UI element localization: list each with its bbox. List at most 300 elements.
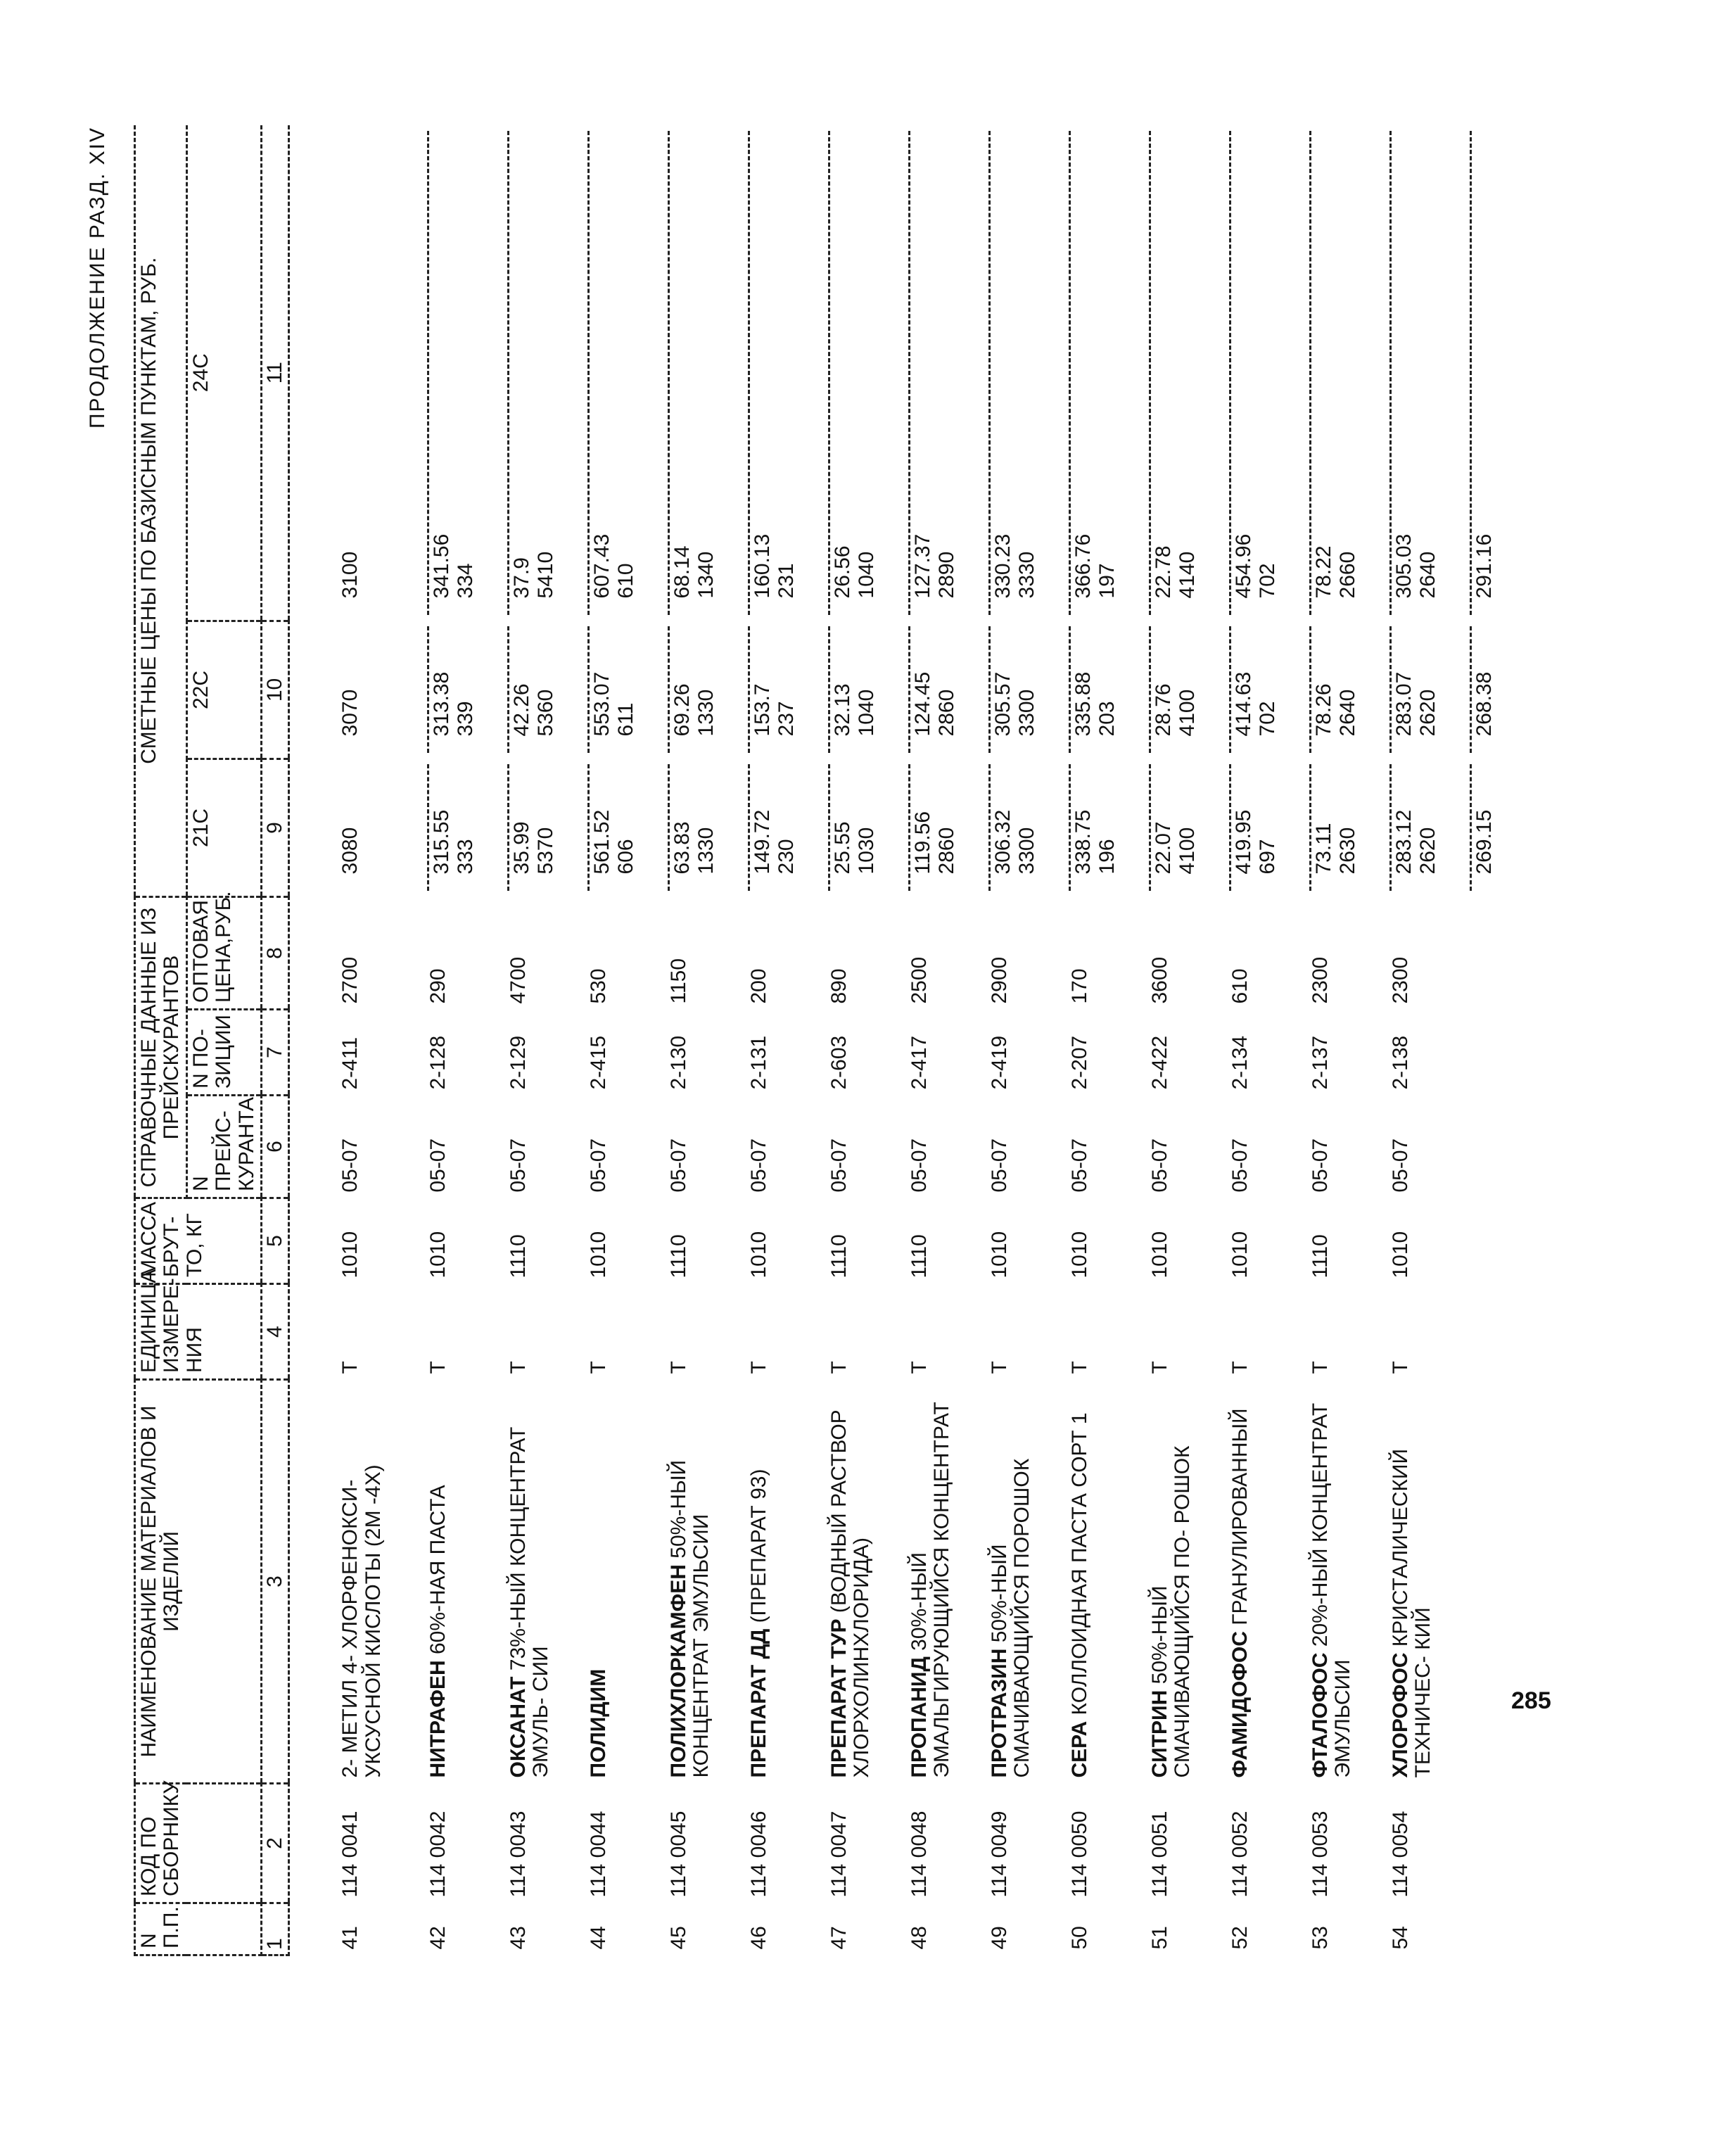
price-p21-cell xyxy=(821,759,901,896)
material-description: (ВОДНЫЙ РАСТВОР ХЛОРХОЛИНХЛОРИДА) xyxy=(827,1409,874,1778)
row-number: 48 xyxy=(907,1926,931,1950)
price-value-top: 37.9 xyxy=(507,131,533,615)
pricelist-cell: 05-07 xyxy=(987,1138,1011,1193)
row-number: 46 xyxy=(746,1926,770,1950)
price-value-top: 68.14 xyxy=(668,131,694,615)
row-code: 114 0042 xyxy=(426,1811,450,1898)
column-number: 3 xyxy=(261,1380,288,1784)
price-value-bottom: 4100 xyxy=(1176,827,1200,875)
pricelist-cell: 05-07 xyxy=(666,1138,690,1193)
price-value-top: 335.88 xyxy=(1069,626,1095,753)
page-number: 285 xyxy=(1511,1687,1551,1714)
row-number: 50 xyxy=(1067,1926,1091,1950)
price-value-top: 553.07 xyxy=(587,626,613,753)
column-number: 2 xyxy=(261,1784,288,1903)
row-number: 44 xyxy=(586,1926,610,1950)
price-value-bottom: 196 xyxy=(1095,839,1119,875)
price-p22-cell xyxy=(1142,621,1222,759)
unit-cell: Т xyxy=(338,1361,362,1374)
price-value-bottom: 702 xyxy=(1256,701,1280,737)
pricelist-cell: 05-07 xyxy=(426,1138,450,1193)
table-row xyxy=(1382,125,1463,1955)
column-number: 9 xyxy=(261,759,288,896)
price-p22-cell xyxy=(981,621,1062,759)
header-ref-group: СПРАВОЧНЫЕ ДАННЫЕ ИЗ ПРЕЙСКУРАНТОВ xyxy=(135,896,187,1198)
section-header: ПРОДОЛЖЕНИЕ РАЗД. XIV xyxy=(86,127,109,429)
price-value-top: 25.55 xyxy=(828,764,854,891)
price-p22-cell xyxy=(289,621,420,759)
material-trade-name: ХЛОРОФОС xyxy=(1388,1652,1412,1778)
row-number: 49 xyxy=(987,1926,1011,1950)
wholesale-cell: 2500 xyxy=(907,956,931,1004)
mass-cell: 1010 xyxy=(338,1231,362,1279)
price-value-top: 3100 xyxy=(338,551,362,599)
wholesale-cell: 2300 xyxy=(1308,956,1332,1004)
price-value-top: 366.76 xyxy=(1069,131,1095,615)
table-row xyxy=(580,125,661,1955)
position-cell: 2-129 xyxy=(506,1035,530,1090)
table-body xyxy=(289,125,1543,1955)
pricelist-cell: 05-07 xyxy=(1147,1138,1171,1193)
pricelist-cell: 05-07 xyxy=(506,1138,530,1193)
pricelist-cell: 05-07 xyxy=(1388,1138,1412,1193)
price-value-top: 69.26 xyxy=(668,626,694,753)
empty-cell xyxy=(1463,1784,1543,1903)
material-description: 50%-НЫЙ СМАЧИВАЮЩИЙСЯ ПО- РОШОК xyxy=(1147,1445,1195,1778)
table-row xyxy=(1062,125,1142,1955)
price-p24-cell xyxy=(661,125,741,621)
material-name xyxy=(1142,1380,1222,1784)
material-trade-name: СЕРА xyxy=(1067,1720,1091,1778)
position-cell: 2-130 xyxy=(666,1035,690,1090)
price-p22-cell xyxy=(1382,621,1463,759)
row-number: 51 xyxy=(1147,1926,1171,1950)
price-value-top: 127.37 xyxy=(908,131,934,615)
wholesale-cell: 3600 xyxy=(1147,956,1171,1004)
price-p21-cell xyxy=(901,759,981,896)
material-description: 50%-НЫЙ КОНЦЕНТРАТ ЭМУЛЬСИИ xyxy=(666,1459,713,1778)
materials-table xyxy=(134,125,1543,1956)
price-value-top: 283.07 xyxy=(1389,626,1416,753)
row-code: 114 0043 xyxy=(506,1811,530,1898)
row-number: 54 xyxy=(1388,1926,1412,1950)
price-value-top: 305.57 xyxy=(988,626,1014,753)
position-cell: 2-419 xyxy=(987,1035,1011,1090)
unit-cell: Т xyxy=(827,1361,851,1374)
price-value-top: 607.43 xyxy=(587,131,613,615)
wholesale-cell: 610 xyxy=(1228,968,1252,1004)
price-value-bottom: 231 xyxy=(775,563,799,599)
column-number: 1 xyxy=(261,1903,288,1955)
column-number: 4 xyxy=(261,1284,288,1380)
price-p22-cell xyxy=(901,621,981,759)
price-p24-cell xyxy=(1142,125,1222,621)
price-p24-cell xyxy=(821,125,901,621)
material-description: 60%-НАЯ ПАСТА xyxy=(426,1485,450,1661)
price-p22-cell xyxy=(1302,621,1382,759)
price-value-bottom xyxy=(362,626,364,753)
price-p24-cell xyxy=(420,125,500,621)
table-row xyxy=(420,125,500,1955)
price-value-bottom: 697 xyxy=(1256,839,1280,875)
price-value-bottom xyxy=(362,131,364,615)
trailing-p24-cell xyxy=(1463,125,1543,621)
trailing-price-value: 268.38 xyxy=(1470,626,1496,753)
material-trade-name: ПРОПАНИД xyxy=(907,1656,931,1778)
position-cell: 2-134 xyxy=(1228,1035,1252,1090)
row-number: 41 xyxy=(338,1926,362,1950)
material-trade-name: ПРЕПАРАТ ДД xyxy=(746,1628,770,1778)
empty-cell xyxy=(1463,1380,1543,1784)
header-n: N П.П. xyxy=(135,1903,262,1955)
price-p24-cell xyxy=(1382,125,1463,621)
price-value-bottom: 1030 xyxy=(855,827,879,875)
header-position: N ПО- ЗИЦИИ xyxy=(186,1010,261,1096)
empty-cell xyxy=(1463,1198,1543,1284)
price-p22-cell xyxy=(420,621,500,759)
empty-cell xyxy=(1463,896,1543,1009)
unit-cell: Т xyxy=(1067,1361,1091,1374)
price-value-bottom: 5410 xyxy=(534,551,558,599)
price-value-bottom: 203 xyxy=(1095,701,1119,737)
material-description: (ПРЕПАРАТ 93) xyxy=(746,1469,770,1629)
column-number: 5 xyxy=(261,1198,288,1284)
price-value-top: 63.83 xyxy=(668,764,694,891)
price-value-top: 561.52 xyxy=(587,764,613,891)
row-number: 52 xyxy=(1228,1926,1252,1950)
row-code: 114 0044 xyxy=(586,1811,610,1898)
price-value-top: 32.13 xyxy=(828,626,854,753)
mass-cell: 1110 xyxy=(666,1234,690,1279)
price-value-bottom: 4100 xyxy=(1176,689,1200,737)
wholesale-cell: 1150 xyxy=(666,958,690,1004)
trailing-row xyxy=(1463,125,1543,1955)
wholesale-cell: 2700 xyxy=(338,956,362,1004)
unit-cell: Т xyxy=(907,1361,931,1374)
price-value-bottom: 5370 xyxy=(534,827,558,875)
position-cell: 2-603 xyxy=(827,1035,851,1090)
price-value-bottom: 1040 xyxy=(855,689,879,737)
material-name xyxy=(1222,1380,1302,1784)
price-p22-cell xyxy=(1062,621,1142,759)
header-name: НАИМЕНОВАНИЕ МАТЕРИАЛОВ И ИЗДЕЛИЙ xyxy=(135,1380,262,1784)
material-description: 20%-НЫЙ КОНЦЕНТРАТ ЭМУЛЬСИИ xyxy=(1308,1402,1355,1778)
price-value-bottom: 1330 xyxy=(694,689,718,737)
wholesale-cell: 2900 xyxy=(987,956,1011,1004)
price-value-top: 454.96 xyxy=(1229,131,1255,615)
unit-cell: Т xyxy=(987,1361,1011,1374)
price-value-top: 341.56 xyxy=(427,131,453,615)
price-value-bottom: 5360 xyxy=(534,689,558,737)
position-cell: 2-128 xyxy=(426,1035,450,1090)
table-row xyxy=(901,125,981,1955)
material-name xyxy=(1382,1380,1463,1784)
price-value-bottom: 197 xyxy=(1095,563,1119,599)
price-p21-cell xyxy=(741,759,821,896)
header-prices-group: СМЕТНЫЕ ЦЕНЫ ПО БАЗИСНЫМ ПУНКТАМ, РУБ. xyxy=(135,125,187,896)
mass-cell: 1010 xyxy=(1067,1231,1091,1279)
price-p24-cell xyxy=(741,125,821,621)
price-value-top: 313.38 xyxy=(427,626,453,753)
price-p24-cell xyxy=(1222,125,1302,621)
price-value-bottom: 606 xyxy=(614,839,638,875)
header-pricelist: N ПРЕЙС- КУРАНТА xyxy=(186,1096,261,1198)
row-number: 45 xyxy=(666,1926,690,1950)
position-cell: 2-137 xyxy=(1308,1035,1332,1090)
table-row xyxy=(1222,125,1302,1955)
price-value-top: 78.26 xyxy=(1309,626,1335,753)
price-p22-cell xyxy=(821,621,901,759)
price-value-bottom: 610 xyxy=(614,563,638,599)
unit-cell: Т xyxy=(506,1361,530,1374)
material-name xyxy=(1302,1380,1382,1784)
price-p21-cell xyxy=(289,759,420,896)
price-p24-cell xyxy=(580,125,661,621)
pricelist-cell: 05-07 xyxy=(1308,1138,1332,1193)
price-value-bottom: 339 xyxy=(454,701,478,737)
pricelist-cell: 05-07 xyxy=(586,1138,610,1193)
price-p21-cell xyxy=(580,759,661,896)
price-p24-cell xyxy=(981,125,1062,621)
price-p22-cell xyxy=(500,621,580,759)
price-value-top: 283.12 xyxy=(1389,764,1416,891)
empty-cell xyxy=(1463,1096,1543,1198)
material-description: 2- МЕТИЛ 4- ХЛОРФЕНОКСИ-УКСУСНОЙ КИСЛОТЫ (2М -4Х) xyxy=(338,1464,385,1778)
material-name xyxy=(821,1380,901,1784)
column-number: 11 xyxy=(261,125,288,621)
price-value-top: 419.95 xyxy=(1229,764,1255,891)
price-value-bottom: 4140 xyxy=(1176,551,1200,599)
price-value-top: 42.26 xyxy=(507,626,533,753)
empty-cell xyxy=(1463,1010,1543,1096)
table-row xyxy=(661,125,741,1955)
mass-cell: 1110 xyxy=(907,1234,931,1279)
price-value-top: 305.03 xyxy=(1389,131,1416,615)
price-value-top: 124.45 xyxy=(908,626,934,753)
price-value-top: 306.32 xyxy=(988,764,1014,891)
price-p22-cell xyxy=(661,621,741,759)
price-value-bottom: 2640 xyxy=(1336,689,1360,737)
material-name xyxy=(420,1380,500,1784)
price-value-bottom: 2620 xyxy=(1416,827,1440,875)
header-unit: ЕДИНИЦА ИЗМЕРЕ- НИЯ xyxy=(135,1284,262,1380)
price-value-bottom: 2630 xyxy=(1336,827,1360,875)
material-name xyxy=(661,1380,741,1784)
price-value-bottom: 611 xyxy=(614,702,638,737)
position-cell: 2-417 xyxy=(907,1035,931,1090)
position-cell: 2-131 xyxy=(746,1035,770,1090)
unit-cell: Т xyxy=(746,1361,770,1374)
empty-cell xyxy=(1463,1284,1543,1380)
price-value-bottom: 1340 xyxy=(694,551,718,599)
material-trade-name: ПРОТРАЗИН xyxy=(987,1648,1011,1778)
material-trade-name: ПРЕПАРАТ ТУР xyxy=(827,1618,851,1778)
price-value-bottom: 2860 xyxy=(935,827,959,875)
header-row-top xyxy=(135,125,187,1955)
price-p22-cell xyxy=(741,621,821,759)
price-p22-cell xyxy=(580,621,661,759)
material-name xyxy=(580,1380,661,1784)
unit-cell: Т xyxy=(1388,1361,1412,1374)
unit-cell: Т xyxy=(426,1361,450,1374)
price-p21-cell xyxy=(1302,759,1382,896)
rotated-page xyxy=(86,127,1711,1956)
wholesale-cell: 200 xyxy=(746,968,770,1004)
unit-cell: Т xyxy=(1228,1361,1252,1374)
pricelist-cell: 05-07 xyxy=(1067,1138,1091,1193)
header-mass: МАССА БРУТ- ТО, КГ xyxy=(135,1198,262,1284)
material-name xyxy=(741,1380,821,1784)
row-code: 114 0045 xyxy=(666,1811,690,1898)
column-number: 6 xyxy=(261,1096,288,1198)
material-description: 30%-НЫЙ ЭМАЛЬГИРУЮЩИЙСЯ КОНЦЕНТРАТ xyxy=(907,1402,954,1778)
price-value-top: 22.07 xyxy=(1149,764,1175,891)
position-cell: 2-415 xyxy=(586,1035,610,1090)
price-value-bottom: 333 xyxy=(454,839,478,875)
pricelist-cell: 05-07 xyxy=(907,1138,931,1193)
material-name xyxy=(289,1380,420,1784)
header-22c: 22С xyxy=(186,621,261,759)
column-number: 10 xyxy=(261,621,288,759)
price-value-top: 26.56 xyxy=(828,131,854,615)
price-value-top: 330.23 xyxy=(988,131,1014,615)
wholesale-cell: 890 xyxy=(827,968,851,1004)
price-value-top: 22.78 xyxy=(1149,131,1175,615)
mass-cell: 1110 xyxy=(506,1234,530,1279)
price-value-top: 35.99 xyxy=(507,764,533,891)
material-description: ГРАНУЛИРОВАННЫЙ xyxy=(1228,1408,1252,1632)
row-number: 43 xyxy=(506,1926,530,1950)
table-row xyxy=(741,125,821,1955)
price-value-bottom: 334 xyxy=(454,563,478,599)
price-value-top: 119.56 xyxy=(908,764,934,891)
price-value-bottom xyxy=(362,764,364,891)
price-value-bottom: 2890 xyxy=(935,551,959,599)
price-value-top: 3080 xyxy=(338,827,362,875)
price-value-bottom: 2660 xyxy=(1336,551,1360,599)
price-value-bottom: 3300 xyxy=(1015,689,1039,737)
material-name xyxy=(500,1380,580,1784)
price-p24-cell xyxy=(500,125,580,621)
mass-cell: 1010 xyxy=(1388,1231,1412,1279)
pricelist-cell: 05-07 xyxy=(338,1138,362,1193)
material-trade-name: ОКСАНАТ xyxy=(506,1676,530,1778)
row-code: 114 0050 xyxy=(1067,1811,1091,1898)
price-value-bottom: 3330 xyxy=(1015,551,1039,599)
header-code: КОД ПО СБОРНИКУ xyxy=(135,1784,262,1903)
price-value-top: 153.7 xyxy=(748,626,774,753)
row-code: 114 0054 xyxy=(1388,1811,1412,1898)
unit-cell: Т xyxy=(1147,1361,1171,1374)
position-cell: 2-138 xyxy=(1388,1035,1412,1090)
empty-cell xyxy=(1463,1903,1543,1955)
price-value-top: 414.63 xyxy=(1229,626,1255,753)
mass-cell: 1110 xyxy=(1308,1234,1332,1279)
position-cell: 2-207 xyxy=(1067,1035,1091,1090)
price-value-bottom: 2860 xyxy=(935,689,959,737)
material-description: КОЛЛОИДНАЯ ПАСТА СОРТ 1 xyxy=(1067,1412,1091,1721)
column-number: 8 xyxy=(261,896,288,1009)
material-trade-name: ПОЛИДИМ xyxy=(586,1668,610,1778)
price-p21-cell xyxy=(1222,759,1302,896)
unit-cell: Т xyxy=(1308,1361,1332,1374)
table-row xyxy=(289,125,420,1955)
price-value-top: 3070 xyxy=(338,689,362,737)
table-row xyxy=(821,125,901,1955)
mass-cell: 1010 xyxy=(1228,1231,1252,1279)
mass-cell: 1010 xyxy=(586,1231,610,1279)
price-p21-cell xyxy=(1382,759,1463,896)
material-name xyxy=(1062,1380,1142,1784)
price-p22-cell xyxy=(1222,621,1302,759)
price-p21-cell xyxy=(500,759,580,896)
material-name xyxy=(981,1380,1062,1784)
unit-cell: Т xyxy=(666,1361,690,1374)
trailing-p21-cell xyxy=(1463,759,1543,896)
trailing-price-value: 269.15 xyxy=(1470,764,1496,891)
row-code: 114 0047 xyxy=(827,1811,851,1898)
header-21c: 21С xyxy=(186,759,261,896)
price-value-bottom: 2640 xyxy=(1416,551,1440,599)
pricelist-cell: 05-07 xyxy=(827,1138,851,1193)
price-p21-cell xyxy=(981,759,1062,896)
price-value-top: 149.72 xyxy=(748,764,774,891)
table-row xyxy=(500,125,580,1955)
trailing-price-value: 291.16 xyxy=(1470,131,1496,615)
price-value-bottom: 1330 xyxy=(694,827,718,875)
price-value-top: 73.11 xyxy=(1309,764,1335,891)
material-trade-name: ФАМИДОФОС xyxy=(1228,1631,1252,1778)
row-number: 47 xyxy=(827,1926,851,1950)
wholesale-cell: 2300 xyxy=(1388,956,1412,1004)
price-p21-cell xyxy=(1142,759,1222,896)
table-row xyxy=(1302,125,1382,1955)
mass-cell: 1110 xyxy=(827,1234,851,1279)
position-cell: 2-422 xyxy=(1147,1035,1171,1090)
material-description: 50%-НЫЙ СМАЧИВАЮЩИЙСЯ ПОРОШОК xyxy=(987,1458,1034,1778)
column-number: 7 xyxy=(261,1010,288,1096)
price-p21-cell xyxy=(420,759,500,896)
price-value-top: 78.22 xyxy=(1309,131,1335,615)
price-value-top: 28.76 xyxy=(1149,626,1175,753)
row-code: 114 0049 xyxy=(987,1811,1011,1898)
material-description: КРИСТАЛИЧЕСКИЙ ТЕХНИЧЕС- КИЙ xyxy=(1388,1448,1435,1778)
price-value-bottom: 230 xyxy=(775,839,799,875)
material-trade-name: ФТАЛОФОС xyxy=(1308,1652,1332,1778)
material-trade-name: НИТРАФЕН xyxy=(426,1660,450,1778)
price-p24-cell xyxy=(289,125,420,621)
price-value-top: 338.75 xyxy=(1069,764,1095,891)
row-code: 114 0048 xyxy=(907,1811,931,1898)
wholesale-cell: 530 xyxy=(586,968,610,1004)
mass-cell: 1010 xyxy=(1147,1231,1171,1279)
mass-cell: 1010 xyxy=(987,1231,1011,1279)
table-row xyxy=(1142,125,1222,1955)
header-wholesale: ОПТОВАЯ ЦЕНА,РУБ. xyxy=(186,896,261,1009)
mass-cell: 1010 xyxy=(746,1231,770,1279)
price-value-bottom: 3300 xyxy=(1015,827,1039,875)
material-trade-name: СИТРИН xyxy=(1147,1689,1171,1778)
price-value-top: 160.13 xyxy=(748,131,774,615)
table-row xyxy=(981,125,1062,1955)
header-24c: 24С xyxy=(186,125,261,621)
price-value-bottom: 1040 xyxy=(855,551,879,599)
mass-cell: 1010 xyxy=(426,1231,450,1279)
price-value-bottom: 702 xyxy=(1256,563,1280,599)
pricelist-cell: 05-07 xyxy=(1228,1138,1252,1193)
row-code: 114 0051 xyxy=(1147,1811,1171,1898)
row-code: 114 0046 xyxy=(746,1811,770,1898)
